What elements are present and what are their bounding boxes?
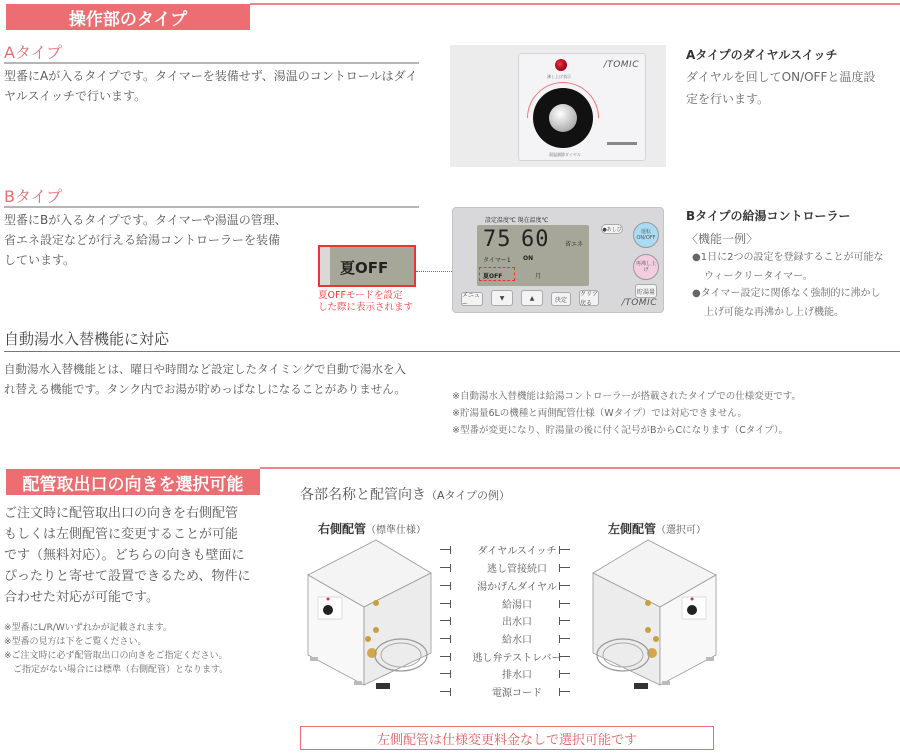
note-line: ※型番が変更になり、貯湯量の後に付く記号がBからCになります（Cタイプ）。 <box>452 425 789 436</box>
label-text: 右側配管 <box>318 522 367 536</box>
text-line: ヤルスイッチで行います。 <box>4 89 147 103</box>
part-label-water-inlet: 給水口 <box>502 635 532 646</box>
label-note: （標準仕様） <box>366 525 427 536</box>
left-piping-notice: 左側配管は仕様変更料金なしで選択可能です <box>300 726 714 750</box>
note-line: ※ご注文時に必ず配管取出口の向きをご指定ください。 <box>4 651 228 661</box>
leader-line <box>440 673 451 674</box>
type-b-title: Bタイプ <box>4 187 63 206</box>
text-line: 型番にBが入るタイプです。タイマーや湯温の管理、 <box>4 213 287 227</box>
diagram-title-text: 各部名称と配管向き <box>300 487 426 503</box>
dial-label: 湯温調節ダイヤル <box>549 152 581 157</box>
leader-line <box>440 656 451 657</box>
timer-state: ON <box>523 255 534 262</box>
text-line: タイマー設定に関係なく強制的に沸かし <box>700 288 881 299</box>
type-b-rule <box>4 206 419 208</box>
section-header-rule <box>260 467 900 469</box>
text-line: ご注文時に配管取出口の向きを右側配管 <box>4 506 239 521</box>
water-heater-right-piping-illustration <box>296 535 446 705</box>
leader-line <box>559 620 570 621</box>
down-button[interactable]: ▼ <box>491 290 513 306</box>
text-line: ダイヤルを回してON/OFFと温度設 <box>686 70 876 84</box>
text-line: です（無料対応）。どちらの向きも壁面に <box>4 548 245 563</box>
note-line: ※貯湯量6Lの機種と両側配管仕様（Wタイプ）では対応できません。 <box>452 408 747 419</box>
current-temperature: 60 <box>521 227 550 252</box>
lcd-header-labels: 設定温度℃ 現在温度℃ <box>485 217 549 224</box>
text-line: もしくは左側配管に変更することが可能 <box>4 527 239 542</box>
leader-line <box>440 549 451 550</box>
text-line: 省エネ設定などが行える給湯コントローラーを装備 <box>4 233 281 247</box>
lamp-button[interactable]: ●あしび <box>601 224 623 234</box>
power-button[interactable]: 運転 ON/OFF <box>633 222 659 248</box>
type-b-caption-title: Bタイプの給湯コントローラー <box>686 209 851 223</box>
section-header-pipe-direction: 配管取出口の向きを選択可能 <box>6 469 260 495</box>
bullet-icon: ● <box>692 288 701 299</box>
summer-off-indicator: 夏OFF <box>483 273 503 280</box>
dial-switch-photo <box>450 45 666 167</box>
clear-back-button[interactable]: クリア戻る <box>580 291 599 307</box>
part-label-drain: 排水口 <box>502 670 532 681</box>
auto-replace-rule <box>4 351 900 352</box>
text-line: ぴったりと寄せて設置できるため、物件に <box>4 569 251 584</box>
features-heading: 〈機能一例〉 <box>686 232 759 246</box>
leader-line <box>440 585 451 586</box>
water-heater-left-piping-illustration <box>578 535 728 705</box>
part-label-relief-pipe-port: 逃し管接続口 <box>487 564 547 575</box>
text-line: 1日に2つの設定を登録することが可能な <box>700 252 884 263</box>
label-text: 左側配管 <box>608 522 657 536</box>
part-label-dial-switch: ダイヤルスイッチ <box>477 546 557 557</box>
text-line: 自動湯水入替機能とは、曜日や時間など設定したタイミングで自動で湯水を入 <box>4 362 407 376</box>
summer-off-closeup <box>318 245 416 287</box>
text-line: 上げ可能な再沸かし上げ機能。 <box>704 307 844 318</box>
diagram-title-note: （Aタイプの例） <box>426 489 510 502</box>
reheat-button[interactable]: 再沸し上げ <box>633 254 659 280</box>
feature-item <box>692 284 881 322</box>
maker-mark-icon <box>607 142 637 145</box>
leader-line <box>559 673 570 674</box>
enter-button[interactable]: 決定 <box>551 292 571 306</box>
leader-line <box>440 603 451 604</box>
type-a-rule <box>4 62 419 64</box>
menu-button[interactable]: メニュー <box>461 292 483 306</box>
dial-plate <box>518 53 646 161</box>
leader-line <box>559 585 570 586</box>
type-b-description <box>4 210 304 270</box>
lcd-display <box>477 225 589 286</box>
part-label-water-outlet: 出水口 <box>502 617 532 628</box>
brand-logo: /TOMIC <box>621 298 657 308</box>
type-a-caption <box>686 66 875 110</box>
type-a-description <box>4 66 424 106</box>
text-line: ウィークリータイマー。 <box>704 271 813 282</box>
summer-off-highlight <box>479 267 515 281</box>
leader-line <box>559 567 570 568</box>
note-line: ※型番の見方は下をご覧ください。 <box>4 637 147 647</box>
feature-item <box>692 248 883 286</box>
pipe-direction-notes <box>4 621 228 677</box>
text-line: 型番にAが入るタイプです。タイマーを装備せず、湯温のコントロールはダイ <box>4 69 418 83</box>
lcd-edge <box>320 247 330 285</box>
part-label-hot-water-outlet: 給湯口 <box>502 600 532 611</box>
pipe-direction-description <box>4 503 274 608</box>
leader-line <box>559 691 570 692</box>
text-line: 合わせた対応が可能です。 <box>4 590 159 605</box>
note-line: ※型番にL/R/Wいずれかが記載されます。 <box>4 623 173 633</box>
auto-replace-description <box>4 359 454 399</box>
temperature-dial[interactable] <box>533 88 593 148</box>
capacity-button[interactable]: 貯湯量 <box>635 284 657 298</box>
text-line: れ替える機能です。タンク内でお湯が貯めっぱなしになることがありません。 <box>4 382 406 396</box>
note-line: ご指定がない場合には標準（右側配管）となります。 <box>4 665 229 675</box>
note-line: ※自動湯水入替機能は給湯コントローラーが搭載されたタイプでの仕様変更です。 <box>452 391 802 402</box>
brand-logo: /TOMIC <box>603 60 639 70</box>
leader-line <box>559 638 570 639</box>
timer-label: タイマー1 <box>483 257 511 264</box>
part-label-relief-valve-lever: 逃し弁テストレバー <box>472 653 562 664</box>
leader-line <box>559 603 570 604</box>
text-line: した際に表示されます <box>318 302 414 313</box>
auto-replace-notes <box>452 388 801 439</box>
auto-replace-title: 自動湯水入替機能に対応 <box>4 330 170 348</box>
text-line: 定を行います。 <box>686 92 770 106</box>
leader-line <box>440 691 451 692</box>
leader-line <box>440 620 451 621</box>
text-line: 夏OFFモードを設定 <box>318 290 403 301</box>
day-indicator: 月 <box>535 273 542 280</box>
type-a-caption-title: Aタイプのダイヤルスイッチ <box>686 48 838 62</box>
part-label-temperature-dial: 湯かげんダイヤル <box>477 582 557 593</box>
text-line: しています。 <box>4 253 76 267</box>
leader-line <box>440 638 451 639</box>
section-header-rule <box>250 3 900 5</box>
leader-line <box>559 656 570 657</box>
heating-lamp-icon <box>555 59 567 71</box>
part-label-power-cord: 電源コード <box>492 688 542 699</box>
set-temperature: 75 <box>483 227 512 252</box>
hot-water-controller-photo <box>452 207 664 313</box>
leader-line <box>440 567 451 568</box>
diagram-title <box>300 484 510 504</box>
eco-indicator: 省エネ <box>565 241 584 248</box>
summer-off-caption <box>318 290 413 314</box>
lamp-label: 沸し上げ表示 <box>547 74 571 79</box>
bullet-icon: ● <box>692 252 701 263</box>
label-note: （選択可） <box>656 525 707 536</box>
dial-cap <box>549 104 577 132</box>
up-button[interactable]: ▲ <box>521 290 543 306</box>
type-a-title: Aタイプ <box>4 43 63 62</box>
summer-off-display: 夏OFF <box>340 259 389 277</box>
leader-line <box>559 549 570 550</box>
section-header-operation-type: 操作部のタイプ <box>6 4 250 30</box>
